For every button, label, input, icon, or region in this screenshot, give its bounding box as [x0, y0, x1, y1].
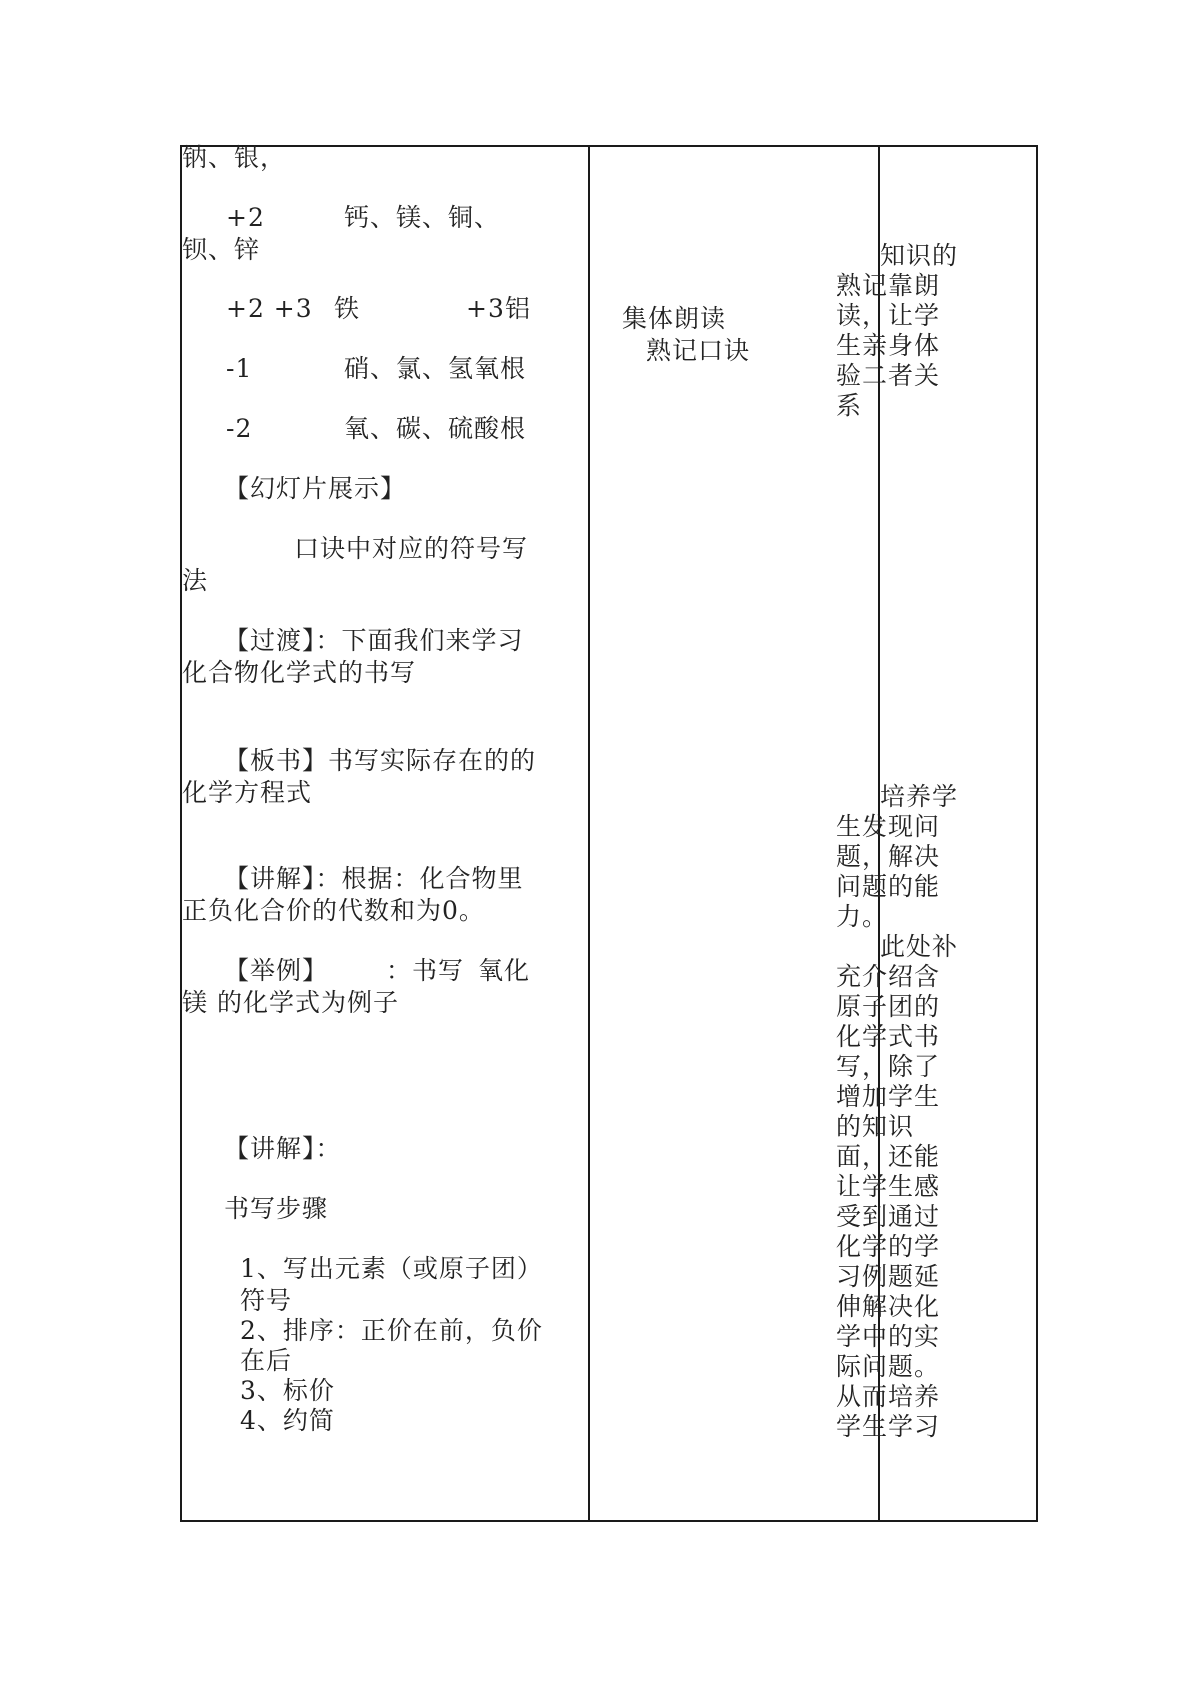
example-write: ：书写	[386, 956, 465, 985]
element-al: 铝	[505, 294, 532, 323]
explain2-heading: 【讲解】：	[224, 1134, 342, 1163]
symbol-line1: 口诀中对应的符号写	[294, 534, 529, 563]
transition-line2: 化合物化学式的书写	[182, 658, 417, 687]
board-line1: 【板书】书写实际存在的的	[224, 746, 537, 775]
note3-line4: 化学式书	[836, 1022, 941, 1051]
board-line2: 化学方程式	[182, 778, 313, 807]
note1-line4: 生亲身体	[836, 331, 941, 360]
explain-line1: 【讲解】：根据：化合物里	[224, 864, 524, 893]
note3-line15: 际问题。	[836, 1352, 941, 1381]
valence-plus3: +3	[466, 294, 505, 323]
note3-line17: 学生学习	[836, 1412, 941, 1441]
student-activity-line2: 熟记口诀	[646, 336, 751, 365]
note3-line5: 写，除了	[836, 1052, 941, 1081]
slideshow-heading: 【幻灯片展示】	[224, 474, 407, 503]
note3-line14: 学中的实	[836, 1322, 941, 1351]
element-fe: 铁	[334, 294, 361, 323]
note1-line1: 知识的	[880, 241, 959, 270]
note3-line11: 化学的学	[836, 1232, 941, 1261]
step1-line1: 1、写出元素（或原子团）	[240, 1254, 543, 1283]
example-line2: 镁 的化学式为例子	[182, 988, 399, 1017]
steps-title: 书写步骤	[224, 1194, 329, 1223]
note3-line12: 习例题延	[836, 1262, 941, 1291]
note1-line2: 熟记靠朗	[836, 271, 941, 300]
note1-line5: 验二者关	[836, 361, 941, 390]
note1-line6: 系	[836, 391, 863, 420]
elements-plus2-line1: 钙、镁、铜、	[344, 203, 501, 232]
note3-line7: 的知识	[836, 1112, 915, 1141]
note3-line8: 面，还能	[836, 1142, 941, 1171]
note3-line16: 从而培养	[836, 1382, 941, 1411]
step4: 4、约简	[240, 1406, 335, 1435]
symbol-line2: 法	[182, 566, 209, 595]
example-label: 【举例】	[224, 956, 329, 985]
note3-line2: 充介绍含	[836, 962, 941, 991]
elements-minus1: 硝、氯、氢氧根	[344, 354, 527, 383]
column-divider	[588, 147, 590, 1520]
note2-line3: 题，解决	[836, 842, 941, 871]
note2-line5: 力。	[836, 902, 889, 931]
elements-plus2-line2: 钡、锌	[182, 235, 261, 264]
step2-line1: 2、排序：正价在前，负价	[240, 1316, 543, 1345]
step2-line2: 在后	[240, 1346, 293, 1375]
note3-line9: 让学生感	[836, 1172, 941, 1201]
explain-line2: 正负化合价的代数和为0。	[182, 896, 485, 925]
valence-plus2-plus3: +2 +3	[226, 294, 313, 323]
note3-line13: 伸解决化	[836, 1292, 941, 1321]
line-na-ag: 钠、银，	[182, 143, 287, 172]
example-oxide: 氧化	[478, 956, 531, 985]
valence-plus2: +2	[226, 203, 265, 232]
note3-line1: 此处补	[880, 932, 959, 961]
step1-line2: 符号	[240, 1286, 293, 1315]
note1-line3: 读，让学	[836, 301, 941, 330]
note2-line2: 生发现问	[836, 812, 941, 841]
valence-minus2: -2	[226, 414, 253, 443]
valence-minus1: -1	[226, 354, 253, 383]
note3-line10: 受到通过	[836, 1202, 941, 1231]
note3-line3: 原子团的	[836, 992, 941, 1021]
note2-line4: 问题的能	[836, 872, 941, 901]
note3-line6: 增加学生	[836, 1082, 941, 1111]
transition-line1: 【过渡】：下面我们来学习	[224, 626, 524, 655]
elements-minus2: 氧、碳、硫酸根	[344, 414, 527, 443]
note2-line1: 培养学	[880, 782, 959, 811]
student-activity-line1: 集体朗读	[622, 304, 727, 333]
step3: 3、标价	[240, 1376, 335, 1405]
